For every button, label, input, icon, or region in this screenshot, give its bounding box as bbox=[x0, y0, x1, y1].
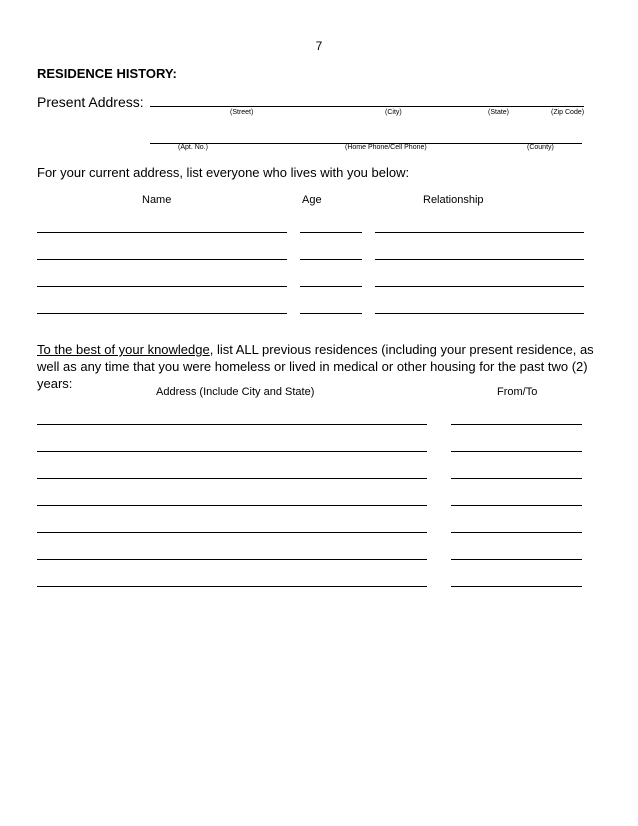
phone-caption: (Home Phone/Cell Phone) bbox=[345, 144, 427, 151]
from-to-blank-line[interactable] bbox=[451, 478, 582, 479]
column-from-to-header: From/To bbox=[497, 386, 538, 398]
from-to-blank-line[interactable] bbox=[451, 424, 582, 425]
previous-residences-instruction bbox=[37, 341, 607, 392]
name-blank-line[interactable] bbox=[37, 232, 287, 233]
column-address-header: Address (Include City and State) bbox=[156, 386, 315, 398]
instruction-text: , list ALL previous residences (including your present residence, as well as any time that you were homeless or lived in medical or other housing for the past two (2) years: bbox=[37, 342, 594, 391]
from-to-blank-line[interactable] bbox=[451, 451, 582, 452]
address-blank-line[interactable] bbox=[37, 424, 427, 425]
relationship-blank-line[interactable] bbox=[375, 259, 584, 260]
relationship-blank-line[interactable] bbox=[375, 232, 584, 233]
address-blank-line[interactable] bbox=[37, 559, 427, 560]
relationship-blank-line[interactable] bbox=[375, 286, 584, 287]
column-name-header: Name bbox=[142, 194, 172, 206]
street-caption: (Street) bbox=[230, 109, 254, 116]
address-blank-line[interactable] bbox=[37, 478, 427, 479]
zip-code-caption: (Zip Code) bbox=[551, 109, 585, 116]
address-blank-line[interactable] bbox=[37, 505, 427, 506]
age-blank-line[interactable] bbox=[300, 286, 362, 287]
city-caption: (City) bbox=[385, 109, 402, 116]
address-blank-line[interactable] bbox=[37, 532, 427, 533]
column-relationship-header: Relationship bbox=[423, 194, 484, 206]
state-caption: (State) bbox=[488, 109, 510, 116]
from-to-blank-line[interactable] bbox=[451, 505, 582, 506]
household-instruction: For your current address, list everyone who lives with you below: bbox=[37, 165, 410, 180]
from-to-blank-line[interactable] bbox=[451, 532, 582, 533]
age-blank-line[interactable] bbox=[300, 259, 362, 260]
column-age-header: Age bbox=[302, 194, 322, 206]
address-blank-line[interactable] bbox=[37, 586, 427, 587]
age-blank-line[interactable] bbox=[300, 313, 362, 314]
name-blank-line[interactable] bbox=[37, 259, 287, 260]
present-address-line-1[interactable] bbox=[150, 106, 584, 107]
county-caption: (County) bbox=[527, 144, 554, 151]
instruction-underlined-text: To the best of your knowledge bbox=[37, 342, 210, 357]
present-address-label: Present Address: bbox=[37, 94, 144, 110]
from-to-blank-line[interactable] bbox=[451, 559, 582, 560]
from-to-blank-line[interactable] bbox=[451, 586, 582, 587]
name-blank-line[interactable] bbox=[37, 313, 287, 314]
address-blank-line[interactable] bbox=[37, 451, 427, 452]
page-number: 7 bbox=[315, 39, 323, 53]
apt-no-caption: (Apt. No.) bbox=[178, 144, 208, 151]
section-title: RESIDENCE HISTORY: bbox=[37, 66, 177, 81]
name-blank-line[interactable] bbox=[37, 286, 287, 287]
relationship-blank-line[interactable] bbox=[375, 313, 584, 314]
age-blank-line[interactable] bbox=[300, 232, 362, 233]
